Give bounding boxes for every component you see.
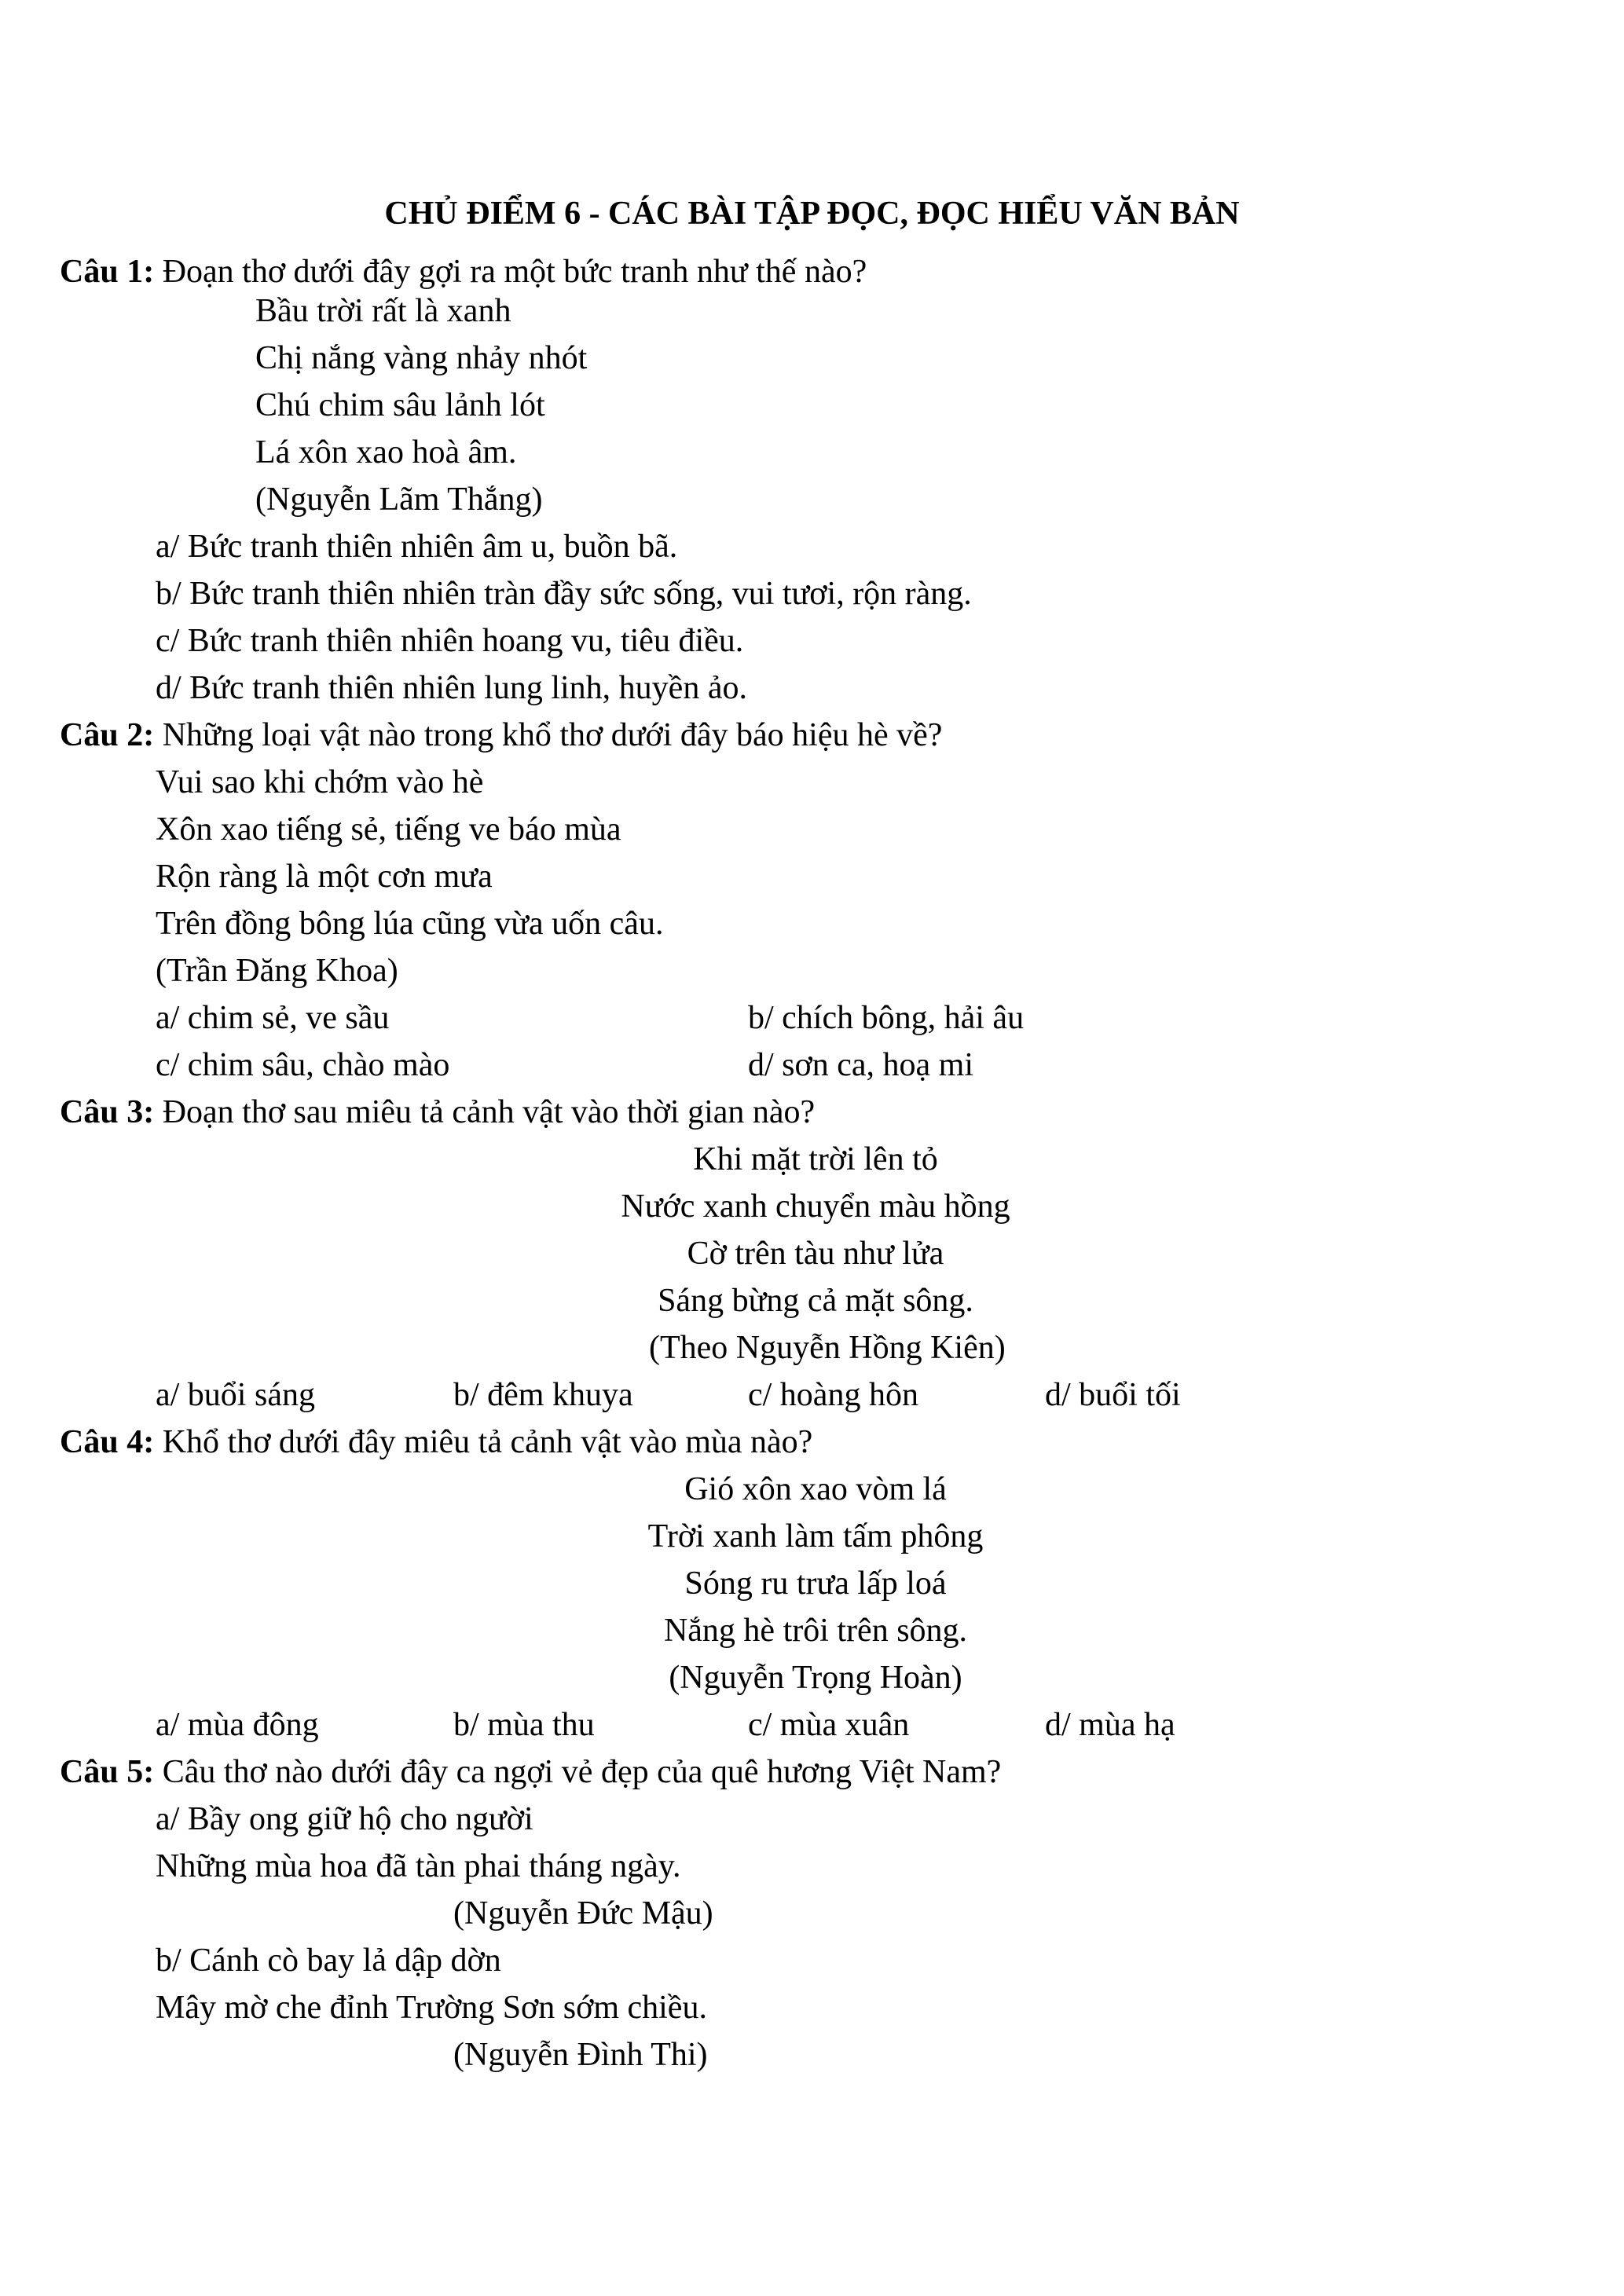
question-3-text: Đoạn thơ sau miêu tả cảnh vật vào thời gian nào?	[154, 1094, 816, 1130]
poem-line: Trên đồng bông lúa cũng vừa uốn câu.	[156, 906, 664, 942]
option-c: c/ chim sâu, chào mào	[156, 1047, 450, 1083]
poem-author: (Nguyễn Trọng Hoàn)	[669, 1660, 962, 1696]
poem-line: Rộn ràng là một cơn mưa	[156, 859, 493, 895]
poem-line: Sáng bừng cả mặt sông.	[658, 1283, 973, 1319]
option-d: d/ sơn ca, hoạ mi	[748, 1047, 973, 1083]
question-4-label: Câu 4:	[60, 1424, 155, 1460]
question-2	[60, 715, 942, 756]
poem-line: Trời xanh làm tấm phông	[647, 1518, 984, 1554]
option-a: a/ mùa đông	[156, 1707, 319, 1743]
option-b: b/ mùa thu	[453, 1707, 595, 1743]
option-a: a/ buổi sáng	[156, 1377, 315, 1413]
poem-line: Nắng hè trôi trên sông.	[663, 1613, 968, 1649]
poem-author: (Nguyễn Lãm Thắng)	[255, 482, 543, 518]
poem-line: Khi mặt trời lên tỏ	[693, 1141, 938, 1177]
option-b: b/ đêm khuya	[453, 1377, 633, 1413]
option-a: a/ Bức tranh thiên nhiên âm u, buồn bã.	[156, 529, 678, 565]
option-a: a/ chim sẻ, ve sầu	[156, 1000, 390, 1036]
option-d: d/ mùa hạ	[1045, 1707, 1175, 1743]
question-2-label: Câu 2:	[60, 717, 155, 753]
poem-line: Bầu trời rất là xanh	[255, 293, 511, 329]
question-2-text: Những loại vật nào trong khổ thơ dưới đây báo hiệu hè về?	[154, 717, 943, 753]
option-d: d/ Bức tranh thiên nhiên lung linh, huyền ảo.	[156, 670, 747, 706]
question-3	[60, 1092, 815, 1133]
question-5	[60, 1752, 1001, 1792]
poem-line: Chú chim sâu lảnh lót	[255, 387, 545, 423]
poem-line: Cờ trên tàu như lửa	[687, 1236, 944, 1272]
poem-line: Lá xôn xao hoà âm.	[255, 434, 517, 471]
option-c: c/ mùa xuân	[748, 1707, 910, 1743]
poem-line: Nước xanh chuyển màu hồng	[621, 1188, 1010, 1225]
question-4-text: Khổ thơ dưới đây miêu tả cảnh vật vào mùa nào?	[154, 1424, 813, 1460]
question-1-label: Câu 1:	[60, 254, 155, 290]
question-5-label: Câu 5:	[60, 1754, 155, 1790]
poem-line: Gió xôn xao vòm lá	[684, 1471, 947, 1507]
poem-author: (Trần Đăng Khoa)	[156, 953, 398, 989]
option-b: b/ chích bông, hải âu	[748, 1000, 1025, 1036]
option-c: c/ hoàng hôn	[748, 1377, 918, 1413]
poem-author: (Nguyễn Đình Thi)	[453, 2037, 708, 2073]
poem-line: Sóng ru trưa lấp loá	[684, 1565, 947, 1602]
option-c: c/ Bức tranh thiên nhiên hoang vu, tiêu điều.	[156, 623, 744, 659]
poem-line: Mây mờ che đỉnh Trường Sơn sớm chiều.	[156, 1990, 707, 2026]
option-b: b/ Cánh cò bay lả dập dờn	[156, 1943, 501, 1979]
question-5-text: Câu thơ nào dưới đây ca ngợi vẻ đẹp của quê hương Việt Nam?	[154, 1754, 1002, 1790]
poem-line: Những mùa hoa đã tàn phai tháng ngày.	[156, 1848, 681, 1884]
question-1	[60, 251, 867, 292]
poem-line: Xôn xao tiếng sẻ, tiếng ve báo mùa	[156, 811, 621, 848]
poem-author: (Theo Nguyễn Hồng Kiên)	[649, 1330, 1006, 1366]
poem-line: Chị nắng vàng nhảy nhót	[255, 340, 588, 376]
poem-author: (Nguyễn Đức Mậu)	[453, 1895, 713, 1932]
question-3-label: Câu 3:	[60, 1094, 155, 1130]
option-d: d/ buổi tối	[1045, 1377, 1181, 1413]
option-b: b/ Bức tranh thiên nhiên tràn đầy sức sống, vui tươi, rộn ràng.	[156, 576, 972, 612]
page-title: CHỦ ĐIỂM 6 - CÁC BÀI TẬP ĐỌC, ĐỌC HIỂU VĂN BẢN	[384, 196, 1240, 232]
poem-line: Vui sao khi chớm vào hè	[156, 764, 484, 800]
option-a: a/ Bầy ong giữ hộ cho người	[156, 1801, 533, 1837]
question-4	[60, 1422, 812, 1463]
question-1-text: Đoạn thơ dưới đây gợi ra một bức tranh như thế nào?	[154, 254, 867, 290]
